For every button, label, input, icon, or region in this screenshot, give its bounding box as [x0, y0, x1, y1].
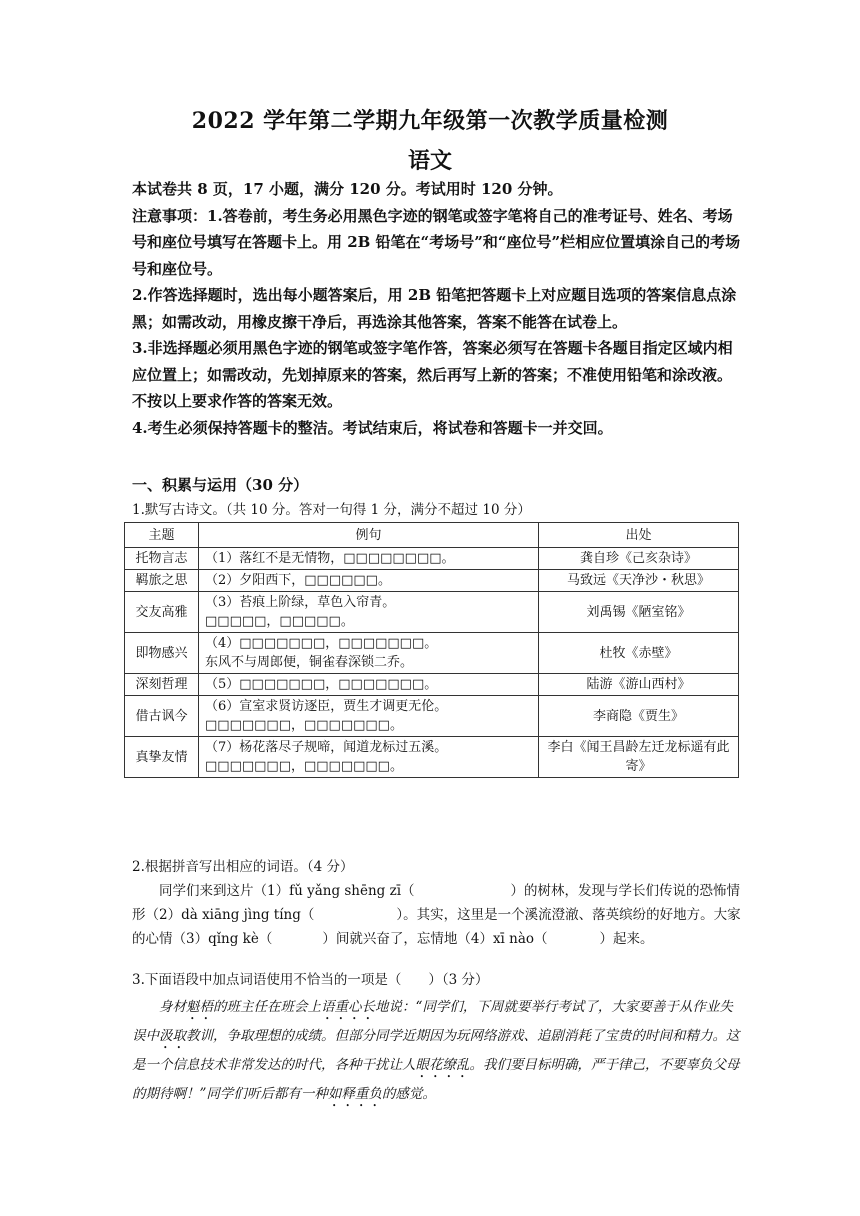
- example-line: □□□□□□□，□□□□□□□。: [205, 759, 403, 774]
- dotted-word: 语重心长: [321, 999, 375, 1015]
- example-cell: [199, 592, 539, 633]
- table-row: [125, 548, 739, 570]
- q2-text-part: ）起来。: [599, 931, 654, 947]
- table-row: [125, 674, 739, 696]
- question-3-stem: 3.下面语段中加点词语使用不恰当的一项是（ ）（3 分）: [132, 972, 489, 988]
- example-cell: [199, 633, 539, 674]
- instruction-line: 2.作答选择题时，选出每小题答案后，用 2B 铅笔把答题卡上对应题目选项的答案信息点涂黑；如需改动，用橡皮擦干净后，再选涂其他答案，答案不能答在试卷上。: [132, 286, 737, 331]
- exam-instructions: [132, 176, 742, 441]
- exam-title: 2022 学年第二学期九年级第一次教学质量检测: [191, 108, 669, 134]
- source-cell: 杜牧《赤壁》: [539, 633, 739, 674]
- table-header: 主题: [125, 523, 199, 548]
- example-line: （4）□□□□□□□，□□□□□□□。: [205, 636, 438, 651]
- exam-subject: 语文: [407, 148, 452, 174]
- passage-segment: 身材: [159, 999, 186, 1015]
- source-cell: 马致远《天净沙・秋思》: [539, 570, 739, 592]
- table-header: 出处: [539, 523, 739, 548]
- instruction-line: 注意事项：1.答卷前，考生务必用黑色字迹的钢笔或签字笔将自己的准考证号、姓名、考场号和座位号填写在答题卡上。用 2B 铅笔在“考场号”和“座位号”栏相应位置填涂自己的考场号和座位号。: [132, 206, 741, 278]
- example-line: （7）杨花落尽子规啼，闻道龙标过五溪。: [205, 740, 448, 755]
- passage-text: [132, 994, 742, 1110]
- dotted-word: 如释重负: [327, 1086, 382, 1102]
- q2-text-part: 同学们来到这片（1）fǔ yǎng shēng zī（: [159, 883, 415, 899]
- example-line: （2）夕阳西下，□□□□□□。: [205, 573, 391, 588]
- table-row: [125, 570, 739, 592]
- source-cell: 李白《闻王昌龄左迁龙标遥有此寄》: [539, 737, 739, 778]
- source-cell: 龚自珍《己亥杂诗》: [539, 548, 739, 570]
- question-2: [132, 855, 742, 951]
- dotted-word: 魁梧: [186, 999, 213, 1015]
- instruction-line: 本试卷共 8 页，17 小题，满分 120 分。考试用时 120 分钟。: [132, 180, 563, 198]
- topic-cell: 借古讽今: [125, 696, 199, 737]
- dotted-word: 汲取: [159, 1028, 186, 1044]
- example-line: □□□□□，□□□□□。: [205, 614, 354, 629]
- topic-cell: 托物言志: [125, 548, 199, 570]
- passage-segment: 教训，争取理想的成绩。但部分同学近期因为玩网络游戏、追剧消耗了宝贵的时间和精力。这是一个信息技术非常发达的时代，各种干扰让人: [132, 1028, 740, 1073]
- passage-segment: 的感觉。: [381, 1086, 436, 1102]
- topic-cell: 即物感兴: [125, 633, 199, 674]
- table-header-row: [125, 523, 739, 548]
- example-cell: [199, 696, 539, 737]
- question-3-passage: [132, 994, 742, 1110]
- example-cell: [199, 570, 539, 592]
- question-2-text: [132, 879, 742, 951]
- example-line: □□□□□□□，□□□□□□□。: [205, 718, 403, 733]
- section-heading: 一、积累与运用（30 分）: [132, 476, 309, 494]
- instruction-line: 4.考生必须保持答题卡的整洁。考试结束后，将试卷和答题卡一并交回。: [132, 418, 613, 437]
- topic-cell: 真挚友情: [125, 737, 199, 778]
- example-line: （5）□□□□□□□，□□□□□□□。: [205, 677, 438, 692]
- example-line: （6）宣室求贤访逐臣，贾生才调更无伦。: [205, 699, 448, 714]
- example-line: （3）苔痕上阶绿，草色入帘青。: [205, 595, 396, 610]
- poem-table-body: [125, 548, 739, 778]
- table-row: [125, 737, 739, 778]
- instruction-line: 3.非选择题必须用黑色字迹的钢笔或签字笔作答，答案必须写在答题卡各题目指定区域内相应位置上；如需改动，先划掉原来的答案，然后再写上新的答案；不准使用铅笔和涂改液。不按以上要求作答的答案无效。: [132, 339, 733, 410]
- table-header: 例句: [199, 523, 539, 548]
- poem-table: [124, 522, 739, 778]
- topic-cell: 交友高雅: [125, 592, 199, 633]
- table-row: [125, 633, 739, 674]
- q2-text-part: ）间就兴奋了，忘情地（4）xī nào（: [322, 931, 548, 947]
- topic-cell: 羁旅之思: [125, 570, 199, 592]
- question-2-stem: 2.根据拼音写出相应的词语。（4 分）: [132, 859, 354, 875]
- table-row: [125, 592, 739, 633]
- source-cell: 李商隐《贾生》: [539, 696, 739, 737]
- question-3: [132, 968, 742, 992]
- passage-segment: 。我们要目标明确，严于律己，不要辜负父母的期待啊！”同学们听后都有一种: [132, 1057, 740, 1102]
- example-cell: [199, 674, 539, 696]
- example-line: 东风不与周郎便，铜雀春深锁二乔。: [205, 655, 414, 670]
- passage-segment: 地说：“同学们，下周就要举行考试了，大家要善于从作业失误中: [132, 999, 733, 1044]
- source-cell: 刘禹锡《陋室铭》: [539, 592, 739, 633]
- question-1-stem: 1.默写古诗文。（共 10 分。答对一句得 1 分，满分不超过 10 分）: [132, 502, 531, 518]
- table-row: [125, 696, 739, 737]
- q2-text-part: ）的树林，发现与学长们传说的恐怖情形（2）dà xiāng jìng tíng（: [132, 883, 741, 923]
- passage-segment: 的班主任在班会上: [213, 999, 321, 1015]
- dotted-word: 眼花缭乱: [415, 1057, 470, 1073]
- topic-cell: 深刻哲理: [125, 674, 199, 696]
- example-line: （1）落红不是无情物，□□□□□□□□。: [205, 551, 455, 566]
- example-cell: [199, 548, 539, 570]
- source-cell: 陆游《游山西村》: [539, 674, 739, 696]
- example-cell: [199, 737, 539, 778]
- q2-text-part: ）。其实，这里是一个溪流澄澈、落英缤纷的好地方。大家的心情（3）qǐng kè（: [132, 907, 741, 947]
